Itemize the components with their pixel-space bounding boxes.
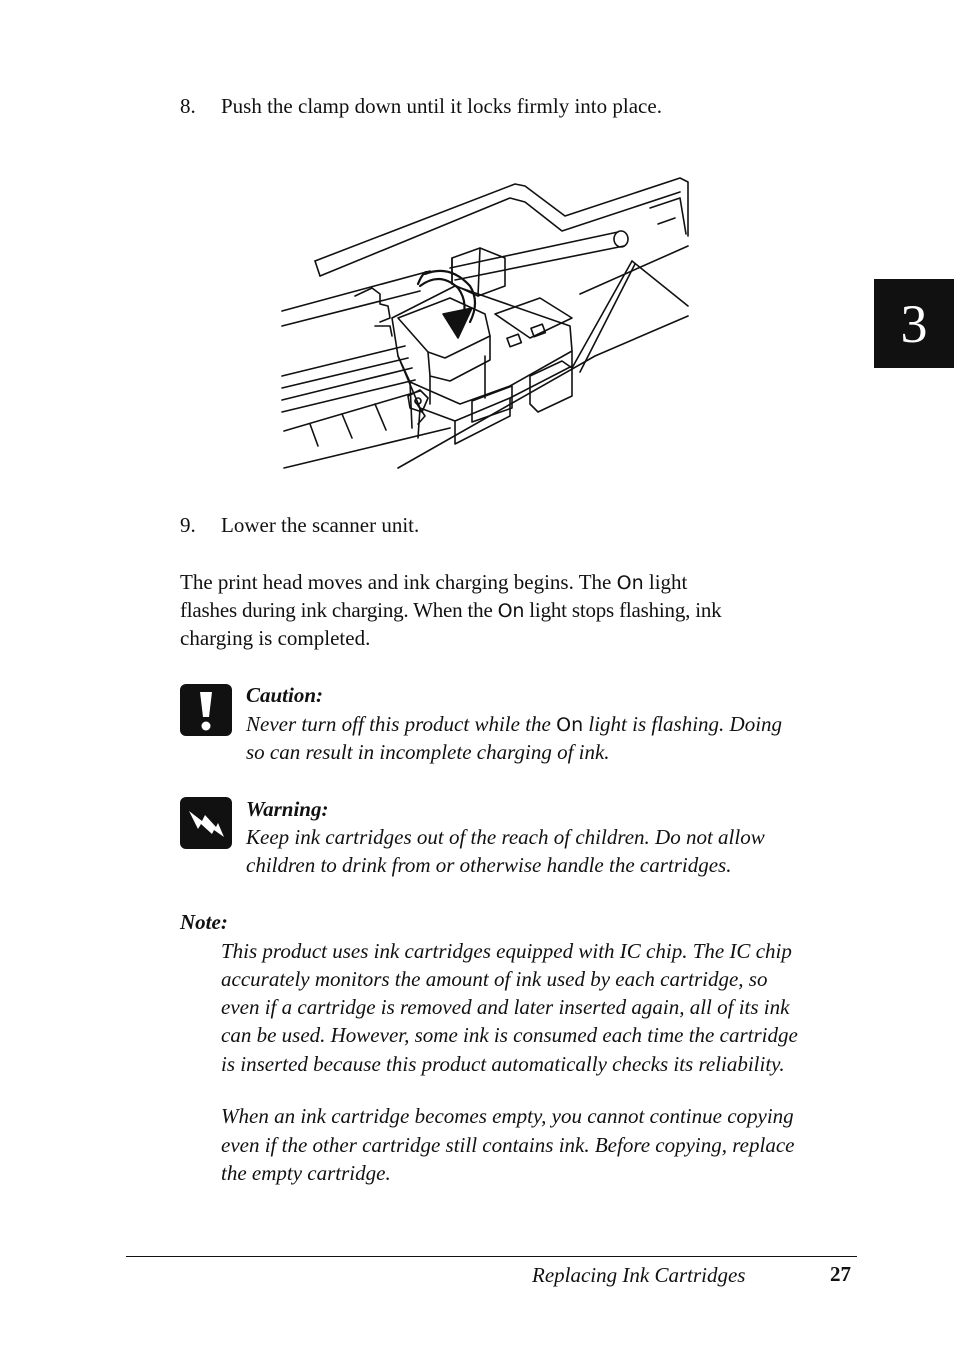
note-para1-line-5: is inserted because this product automatically checks its reliability. <box>221 1052 785 1076</box>
step-8-number: 8. <box>180 94 196 118</box>
step-9-text: Lower the scanner unit. <box>221 513 420 537</box>
note-para1-line-2: accurately monitors the amount of ink used by each cartridge, so <box>221 967 768 991</box>
on-light-label: On <box>497 600 525 622</box>
warning-lightning-icon <box>180 797 232 849</box>
caution-exclamation-icon <box>180 684 232 736</box>
step-9-number: 9. <box>180 513 196 537</box>
on-light-label: On <box>616 572 644 594</box>
note-para1-line-3: even if a cartridge is removed and later inserted again, all of its ink <box>221 995 790 1019</box>
paragraph-line-2-a: flashes during ink charging. When the <box>180 598 498 622</box>
clamp-illustration <box>280 176 690 472</box>
note-title: Note: <box>180 910 228 934</box>
caution-line-1-b: light is flashing. Doing <box>583 712 783 736</box>
paragraph-line-2 <box>180 596 721 625</box>
paragraph-line-2-b: light stops flashing, ink <box>524 598 722 622</box>
chapter-number: 3 <box>900 293 928 354</box>
note-para2-line-3: the empty cartridge. <box>221 1161 391 1185</box>
chapter-tab <box>874 279 954 368</box>
step-8-text: Push the clamp down until it locks firmly into place. <box>221 94 662 118</box>
caution-line-1 <box>246 710 782 739</box>
note-para2-line-2: even if the other cartridge still contains ink. Before copying, replace <box>221 1133 795 1157</box>
paragraph-line-1-b: light <box>643 570 688 594</box>
caution-line-2: so can result in incomplete charging of ink. <box>246 740 610 764</box>
footer-section-title: Replacing Ink Cartridges <box>532 1263 746 1287</box>
note-para1-line-4: can be used. However, some ink is consumed each time the cartridge <box>221 1023 798 1047</box>
warning-line-1: Keep ink cartridges out of the reach of children. Do not allow <box>246 825 765 849</box>
on-light-label: On <box>556 714 584 736</box>
caution-title: Caution: <box>246 683 324 707</box>
paragraph-line-3: charging is completed. <box>180 626 371 650</box>
paragraph-line-1-a: The print head moves and ink charging begins. The <box>180 570 617 594</box>
footer-page-number: 27 <box>830 1262 851 1286</box>
note-para2-line-1: When an ink cartridge becomes empty, you cannot continue copying <box>221 1104 794 1128</box>
warning-title: Warning: <box>246 797 329 821</box>
note-para1-line-1: This product uses ink cartridges equipped with IC chip. The IC chip <box>221 939 792 963</box>
caution-line-1-a: Never turn off this product while the <box>246 712 557 736</box>
footer-rule <box>126 1256 857 1257</box>
paragraph-line-1 <box>180 568 687 597</box>
warning-line-2: children to drink from or otherwise handle the cartridges. <box>246 853 732 877</box>
